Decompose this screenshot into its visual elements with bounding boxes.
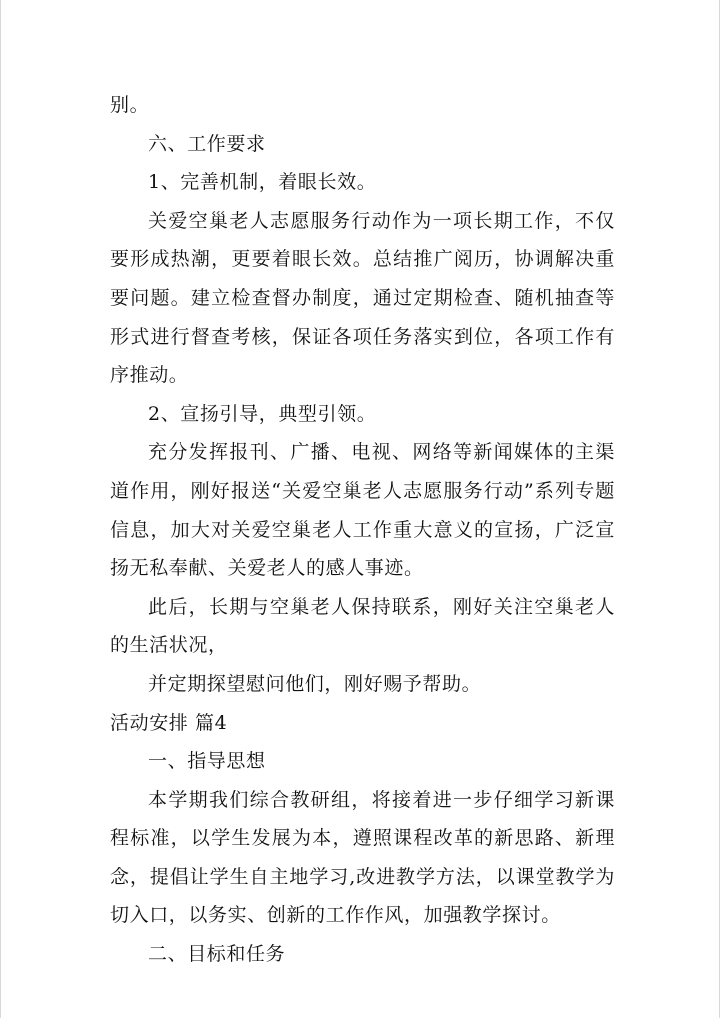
section-heading-goals-tasks: 二、目标和任务 xyxy=(148,943,286,966)
paragraph-ideology-body: 本学期我们综合教研组，将接着进一步仔细学习新课程标准，以学生发展为本，遵照课程改革的新思路、新理念，提倡让学生自主地学习,改进教学方法，以课堂教学为切入口，以务实、创新的工作作风，加强教学探讨。 xyxy=(110,788,615,927)
paragraph-visit: 并定期探望慰问他们，刚好赐予帮助。 xyxy=(148,672,482,695)
paragraph-continuation: 别。 xyxy=(110,94,150,116)
subheading-publicity-guidance: 2、宣扬引导，典型引领。 xyxy=(148,402,377,425)
document-body xyxy=(110,86,615,974)
article-title-activity-plan-4: 活动安排 篇4 xyxy=(110,711,228,734)
paragraph-publicity-body: 充分发挥报刊、广播、电视、网络等新闻媒体的主渠道作用，刚好报送“关爱空巢老人志愿服务行动”系列专题信息，加大对关爱空巢老人工作重大意义的宣扬，广泛宣扬无私奉献、关爱老人的感人事迹。 xyxy=(110,441,615,580)
subheading-improve-mechanism: 1、完善机制，着眼长效。 xyxy=(148,171,377,194)
section-heading-work-requirements: 六、工作要求 xyxy=(148,132,266,155)
paragraph-follow-up: 此后，长期与空巢老人保持联系，刚好关注空巢老人的生活状况， xyxy=(110,595,615,657)
paragraph-mechanism-body: 关爱空巢老人志愿服务行动作为一项长期工作，不仅要形成热潮，更要着眼长效。总结推广阅历，协调解决重要问题。建立检查督办制度，通过定期检查、随机抽查等形式进行督查考核，保证各项任务落实到位，各项工作有序推动。 xyxy=(110,209,615,387)
section-heading-guiding-ideology: 一、指导思想 xyxy=(148,750,266,773)
